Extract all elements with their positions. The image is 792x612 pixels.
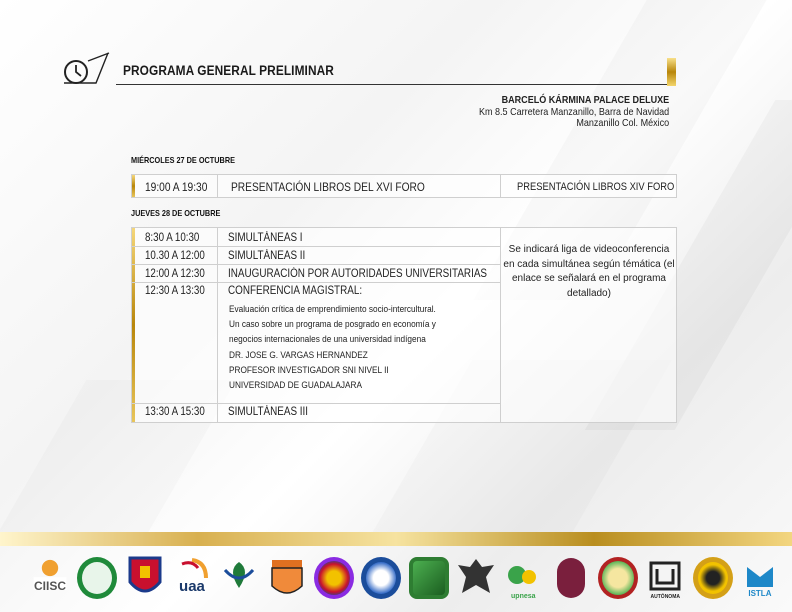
- title-divider: [116, 84, 676, 85]
- venue-address-line1: Km 8.5 Carretera Manzanillo, Barra de Navidad: [478, 105, 669, 118]
- eagle-emblem-logo: [456, 554, 496, 602]
- footer-gold-band: [0, 532, 792, 546]
- ciisc-logo-text: CIISC: [33, 579, 66, 593]
- guadalajara-crest: [125, 554, 165, 602]
- row-divider: [132, 264, 500, 265]
- activity-cell: SIMULTÁNEAS III: [228, 406, 309, 418]
- time-cell: 19:00 A 19:30: [145, 180, 208, 194]
- clock-pen-icon: [60, 52, 110, 92]
- conference-details: [229, 302, 436, 393]
- activity-cell: PRESENTACIÓN LIBROS DEL XVI FORO: [231, 180, 425, 194]
- gold-accent-bar: [132, 175, 135, 197]
- day-heading-thursday: JUEVES 28 DE OCTUBRE: [131, 208, 221, 218]
- time-cell: 12:30 A 13:30: [145, 285, 205, 297]
- upnesa-logo-text: upnesa: [511, 593, 536, 600]
- time-cell: 8:30 A 10:30: [145, 232, 200, 244]
- uaa-logo-text: uaa: [179, 578, 205, 595]
- detail-line: Un caso sobre un programa de posgrado en economía y: [229, 319, 436, 331]
- schedule-table-thursday: [131, 227, 677, 423]
- row-divider: [132, 403, 500, 404]
- time-cell: 12:00 A 12:30: [145, 268, 205, 280]
- green-university-seal: [77, 554, 117, 602]
- column-divider: [217, 175, 218, 197]
- uaa-logo: [172, 554, 212, 602]
- orange-shield-logo: [267, 554, 307, 602]
- autonoma-logo: [645, 554, 685, 602]
- time-cell: 10.30 A 12:00: [145, 250, 205, 262]
- gold-accent-tab: [667, 58, 676, 86]
- activity-cell: CONFERENCIA MAGISTRAL:: [228, 285, 363, 297]
- colorful-seal-logo: [314, 554, 354, 602]
- gold-accent-bar: [132, 228, 135, 422]
- side-note-cell: PRESENTACIÓN LIBROS XIV FORO: [517, 181, 675, 193]
- upnesa-logo: [503, 554, 543, 602]
- istla-logo: [740, 554, 780, 602]
- detail-line: negocios internacionales de una universidad indígena: [229, 334, 426, 346]
- schedule-table-wednesday: [131, 174, 677, 198]
- ciisc-logo: [30, 554, 70, 602]
- yellow-seal-logo: [693, 554, 733, 602]
- detail-line: PROFESOR INVESTIGADOR SNI NIVEL II: [229, 364, 389, 376]
- column-divider: [500, 228, 501, 422]
- venue-name: BARCELÓ KÁRMINA PALACE DELUXE: [501, 94, 669, 106]
- partner-logos: [30, 548, 780, 608]
- videoconference-note: Se indicará liga de videoconferencia en cada simultánea según témática (el enlace se señalará en el programa detallado): [503, 244, 675, 300]
- istla-logo-text: ISTLA: [748, 589, 772, 598]
- blue-seal-logo: [361, 554, 401, 602]
- venue-block: [479, 95, 669, 130]
- activity-cell: INAUGURACIÓN POR AUTORIDADES UNIVERSITARIAS: [228, 268, 488, 280]
- autonoma-logo-text: AUTÓNOMA: [650, 594, 680, 600]
- activity-cell: SIMULTÁNEAS II: [228, 250, 306, 262]
- day-heading-wednesday: MIÉRCOLES 27 DE OCTUBRE: [131, 155, 235, 165]
- maroon-emblem-logo: [551, 554, 591, 602]
- detail-line: UNIVERSIDAD DE GUADALAJARA: [229, 380, 362, 392]
- detail-line: DR. JOSE G. VARGAS HERNANDEZ: [229, 349, 368, 361]
- page-title: PROGRAMA GENERAL PRELIMINAR: [123, 63, 334, 78]
- row-divider: [132, 246, 500, 247]
- red-seal-logo: [598, 554, 638, 602]
- column-divider: [500, 175, 501, 197]
- venue-address-line2: Manzanillo Col. México: [576, 117, 669, 129]
- universidad-veracruzana-logo: [219, 554, 259, 602]
- row-divider: [132, 282, 500, 283]
- detail-line: Evaluación crítica de emprendimiento socio-intercultural.: [229, 304, 436, 315]
- activity-cell: SIMULTÁNEAS I: [228, 232, 303, 244]
- column-divider: [217, 228, 218, 422]
- time-cell: 13:30 A 15:30: [145, 406, 205, 418]
- green-shield-logo: [409, 554, 449, 602]
